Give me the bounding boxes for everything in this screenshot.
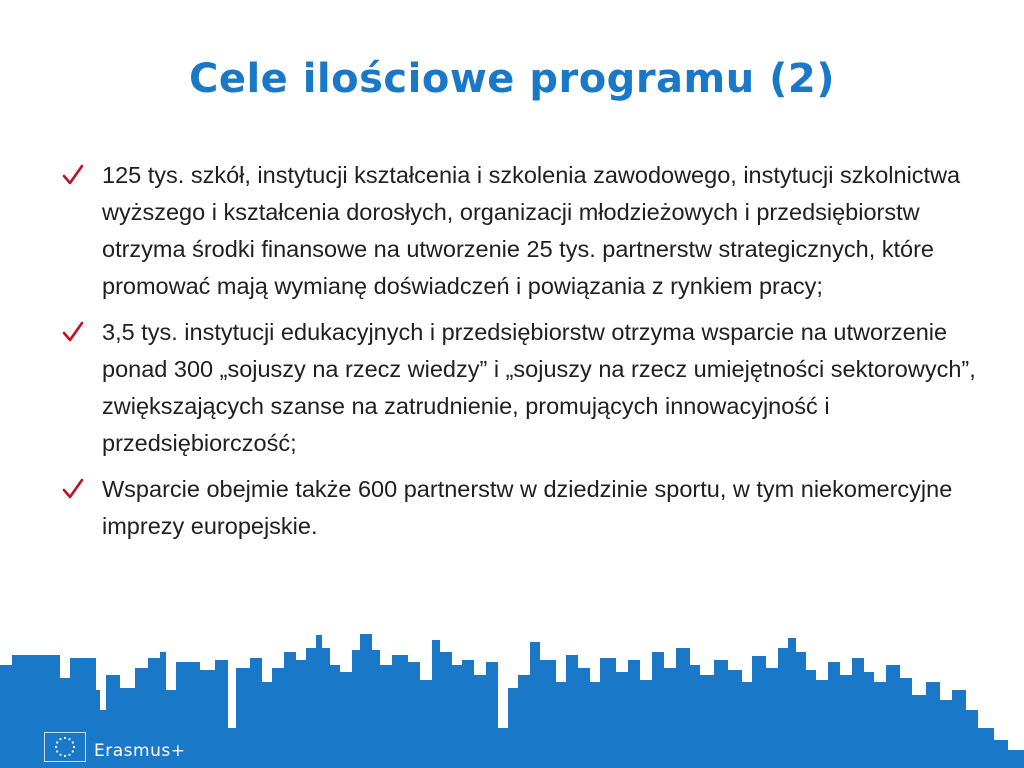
eu-flag-icon xyxy=(44,732,86,762)
checkmark-icon xyxy=(60,314,88,351)
bullet-text: Wsparcie obejmie także 600 partnerstw w dziedzinie sportu, w tym niekomercyjne imprezy europejskie. xyxy=(102,476,953,539)
bullet-text: 3,5 tys. instytucji edukacyjnych i przedsiębiorstw otrzyma wsparcie na utworzenie ponad 300 „sojuszy na rzecz wiedzy” i „sojuszy na rzecz umiejętności sektorowych”, zwiększających szanse na zatrudnienie, promujących innowacyjność i przedsiębiorczość; xyxy=(102,319,976,456)
bullet-item xyxy=(60,157,980,305)
bullet-list xyxy=(60,157,980,554)
bullet-text: 125 tys. szkół, instytucji kształcenia i szkolenia zawodowego, instytucji szkolnictwa wyższego i kształcenia dorosłych, organizacji młodzieżowych i przedsiębiorstw otrzyma środki finansowe na utworzenie 25 tys. partnerstw strategicznych, które promować mają wymianę doświadczeń i powiązania z rynkiem pracy; xyxy=(102,162,961,299)
checkmark-icon xyxy=(60,471,88,508)
checkmark-icon xyxy=(60,157,88,194)
bullet-item xyxy=(60,471,980,545)
slide-title: Cele ilościowe programu (2) xyxy=(188,56,836,102)
brand-name: Erasmus+ xyxy=(94,741,186,761)
bullet-item xyxy=(60,314,980,462)
